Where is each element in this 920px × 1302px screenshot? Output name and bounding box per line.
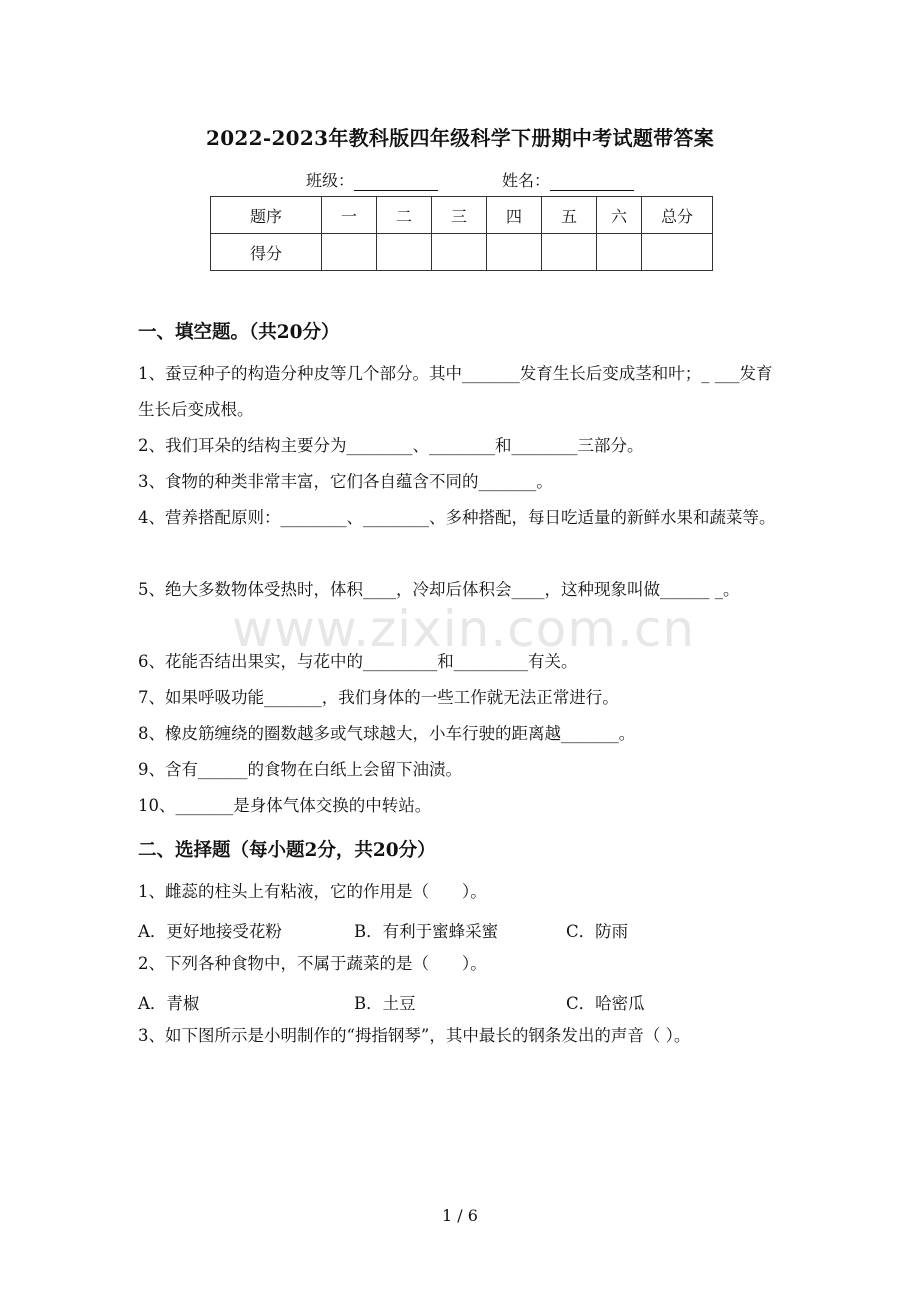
score-row-label: 得分 — [211, 234, 322, 271]
page-title: 2022-2023年教科版四年级科学下册期中考试题带答案 — [205, 126, 715, 150]
name-label: 姓名： — [502, 171, 551, 190]
score-header-cell: 三 — [432, 197, 487, 234]
score-cell — [377, 234, 432, 271]
score-header-cell: 四 — [487, 197, 542, 234]
score-cell — [487, 234, 542, 271]
score-cell — [597, 234, 642, 271]
class-field — [306, 168, 438, 191]
question-4: 4、营养搭配原则：________、________、多种搭配，每日吃适量的新鲜水果和蔬菜等。 — [138, 508, 776, 527]
question-3: 3、食物的种类非常丰富，它们各自蕴含不同的_______。 — [138, 472, 553, 491]
score-table — [210, 196, 713, 271]
score-cell — [432, 234, 487, 271]
score-header-cell: 一 — [322, 197, 377, 234]
choice-2-option-c: C．哈密瓜 — [566, 994, 645, 1013]
score-header-cell: 五 — [542, 197, 597, 234]
score-header-cell: 总分 — [642, 197, 713, 234]
page-number: 1 / 6 — [442, 1206, 478, 1225]
choice-1-option-a: A．更好地接受花粉 — [138, 922, 282, 941]
question-6: 6、花能否结出果实，与花中的_________和_________有关。 — [138, 652, 578, 671]
question-5: 5、绝大多数物体受热时，体积____，冷却后体积会____，这种现象叫做______ _。 — [138, 580, 740, 599]
score-header-cell: 二 — [377, 197, 432, 234]
score-header-row — [211, 197, 713, 234]
name-blank — [550, 172, 634, 191]
score-header-cell: 题序 — [211, 197, 322, 234]
choice-1-option-b: B．有利于蜜蜂采蜜 — [354, 922, 499, 941]
question-7: 7、如果呼吸功能_______，我们身体的一些工作就无法正常进行。 — [138, 688, 619, 707]
score-header-cell: 六 — [597, 197, 642, 234]
watermark: www.zixin.com.cn — [232, 600, 696, 658]
class-label: 班级： — [306, 171, 355, 190]
choice-question-2: 2、下列各种食物中，不属于蔬菜的是（ ）。 — [138, 954, 487, 973]
score-cell — [322, 234, 377, 271]
choice-question-3: 3、如下图所示是小明制作的“拇指钢琴”，其中最长的钢条发出的声音（ ）。 — [138, 1026, 691, 1045]
section2-heading: 二、选择题（每小题2分，共20分） — [138, 840, 436, 861]
class-blank — [354, 172, 438, 191]
question-1: 1、蚕豆种子的构造分种皮等几个部分。其中_______发育生长后变成茎和叶；_ ___发育生长后变成根。 — [138, 364, 773, 419]
score-value-row — [211, 234, 713, 271]
section1-heading: 一、填空题。（共20分） — [138, 322, 340, 343]
score-cell — [542, 234, 597, 271]
question-9: 9、含有______的食物在白纸上会留下油渍。 — [138, 760, 462, 779]
name-field — [502, 168, 634, 191]
choice-1-option-c: C．防雨 — [566, 922, 629, 941]
choice-question-1: 1、雌蕊的柱头上有粘液，它的作用是（ ）。 — [138, 882, 487, 901]
score-cell — [642, 234, 713, 271]
choice-2-option-a: A．青椒 — [138, 994, 200, 1013]
question-8: 8、橡皮筋缠绕的圈数越多或气球越大，小车行驶的距离越_______。 — [138, 724, 636, 743]
choice-2-option-b: B．土豆 — [354, 994, 416, 1013]
question-2: 2、我们耳朵的结构主要分为________、________和________三部分。 — [138, 436, 644, 455]
question-10: 10、_______是身体气体交换的中转站。 — [138, 796, 432, 815]
